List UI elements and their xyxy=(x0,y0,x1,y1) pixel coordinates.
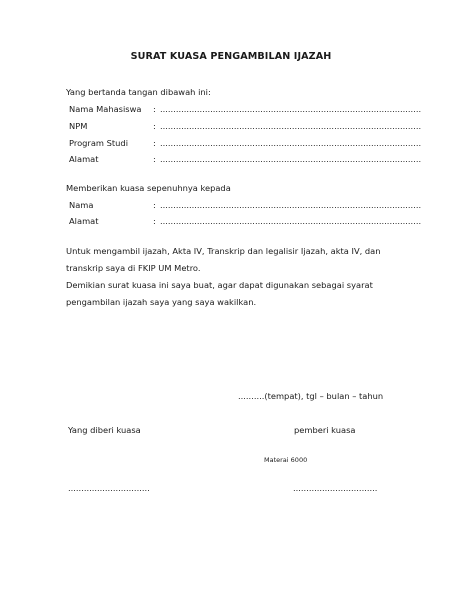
place-date-line: ..........(tempat), tgl – bulan – tahun xyxy=(238,391,384,401)
field-label-alamat-kuasa: Alamat xyxy=(69,216,99,226)
purpose-paragraph: Untuk mengambil ijazah, Akta IV, Transkrip dan legalisir Ijazah, akta IV, dan transkrip saya di FKIP UM Metro. xyxy=(66,246,381,273)
closing-paragraph: Demikian surat kuasa ini saya buat, agar dapat digunakan sebagai syarat pengambilan ijazah saya yang saya wakilkan. xyxy=(66,280,373,307)
grantor-signature-line: ................................ xyxy=(293,483,378,493)
field-label-nama: Nama xyxy=(69,200,94,210)
intro-text: Yang bertanda tangan dibawah ini: xyxy=(66,87,211,97)
field-fill-npm: ................................................................................................... xyxy=(160,121,422,131)
field-label-nama-mahasiswa: Nama Mahasiswa xyxy=(69,104,142,114)
field-label-alamat: Alamat xyxy=(69,154,99,164)
field-colon: : xyxy=(153,104,156,114)
field-fill-alamat: ................................................................................................... xyxy=(160,154,422,164)
field-fill-nama: ................................................................................................... xyxy=(160,200,422,210)
field-label-npm: NPM xyxy=(69,121,88,131)
field-colon: : xyxy=(153,216,156,226)
field-label-program-studi: Program Studi xyxy=(69,138,128,148)
field-colon: : xyxy=(153,154,156,164)
document-title: SURAT KUASA PENGAMBILAN IJAZAH xyxy=(130,51,332,62)
grant-intro-text: Memberikan kuasa sepenuhnya kepada xyxy=(66,183,231,193)
grantor-signer-label: pemberi kuasa xyxy=(294,425,356,435)
field-colon: : xyxy=(153,121,156,131)
field-colon: : xyxy=(153,138,156,148)
grantee-signer-label: Yang diberi kuasa xyxy=(68,425,141,435)
field-fill-program-studi: ................................................................................................... xyxy=(160,138,422,148)
stamp-duty-note: Materai 6000 xyxy=(264,456,308,464)
field-colon: : xyxy=(153,200,156,210)
field-fill-nama-mahasiswa: ................................................................................................... xyxy=(160,104,422,114)
grantee-signature-line: ............................... xyxy=(68,483,150,493)
field-fill-alamat-kuasa: ................................................................................................... xyxy=(160,216,422,226)
